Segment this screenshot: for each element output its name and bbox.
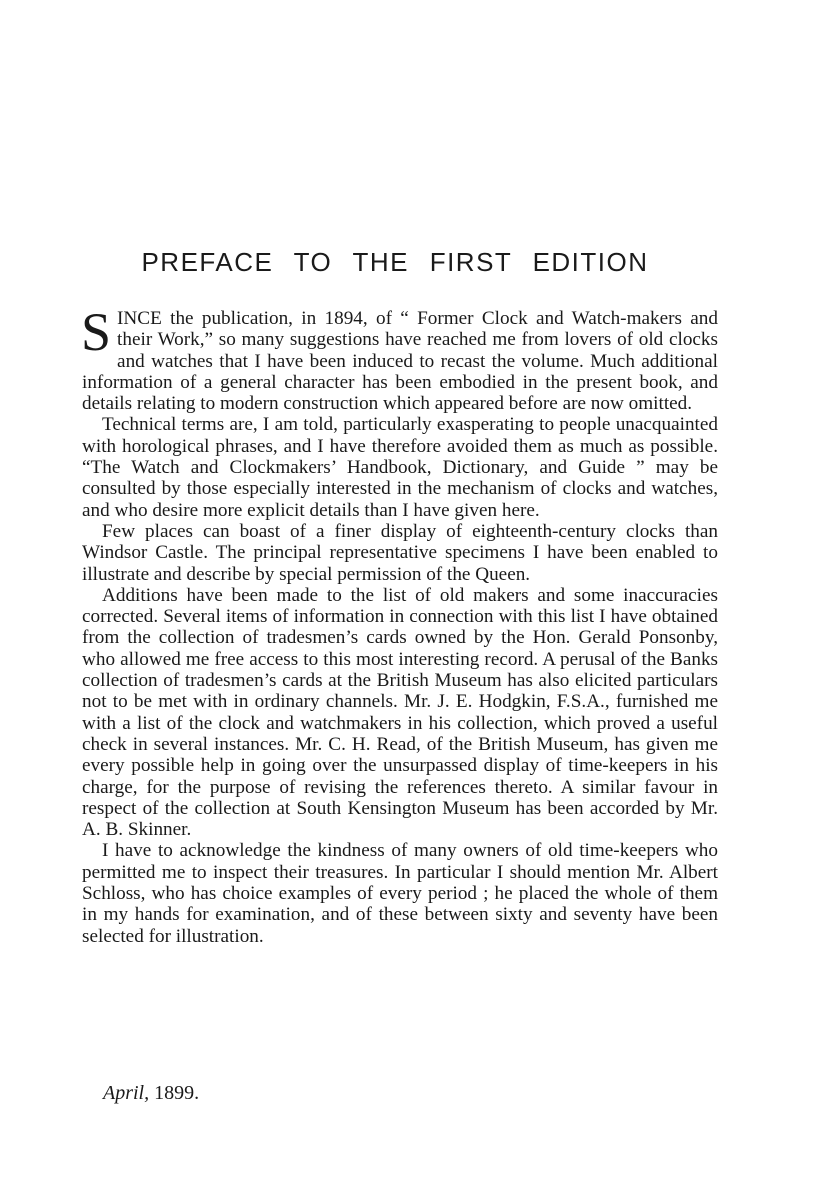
paragraph: Technical terms are, I am told, particularly exasperating to people unacquainted with horological phrases, and I have therefore avoided them as much as possible. “The Watch and Clockmakers’ Handbook, Dictionary, and Guide ” may be consulted by those especially interested in the mechanism of clocks and watches, and who desire more explicit details than I have given here. (82, 414, 718, 521)
drop-cap: S (81, 302, 112, 362)
paragraph-text: INCE the publication, in 1894, of “ Former Clock and Watch-makers and their Work,” so many suggestions have reached me from lovers of old clocks and watches that I have been induced to recast the volume. Much additional information of a general character has been embodied in the present book, and details relating to modern construction which appeared before are now omitted. (82, 308, 718, 415)
page-title: PREFACE TO THE FIRST EDITION (141, 247, 649, 277)
paragraph: Few places can boast of a finer display of eighteenth-century clocks than Windsor Castle. The principal representative specimens I have been enabled to illustrate and describe by special permission of the Queen. (82, 520, 718, 585)
date-year: 1899. (154, 1082, 200, 1104)
paragraph: I have to acknowledge the kindness of many owners of old time-keepers who permitted me to inspect their treasures. In particular I should mention Mr. Albert Schloss, who has choice examples of every period ; he placed the whole of them in my hands for examination, and of these between sixty and seventy have been selected for illustration. (82, 840, 718, 947)
paragraph: Additions have been made to the list of old makers and some inaccuracies corrected. Several items of information in connection with this list I have obtained from the collection of tradesmen’s cards owned by the Hon. Gerald Ponsonby, who allowed me free access to this most interesting record. A perusal of the Banks collection of tradesmen’s cards at the British Museum has also elicited particulars not to be met with in ordinary channels. Mr. J. E. Hodgkin, F.S.A., furnished me with a list of the clock and watchmakers in his collection, which proved a useful check in several instances. Mr. C. H. Read, of the British Museum, has given me every possible help in going over the unsurpassed display of time-keepers in his charge, for the purpose of revising the references thereto. A similar favour in respect of the collection at South Kensington Museum has been accorded by Mr. A. B. Skinner. (82, 584, 718, 841)
paragraph (81, 302, 718, 415)
date-month: April, (103, 1082, 150, 1104)
date-line (103, 1082, 199, 1105)
preface-body (81, 302, 718, 947)
